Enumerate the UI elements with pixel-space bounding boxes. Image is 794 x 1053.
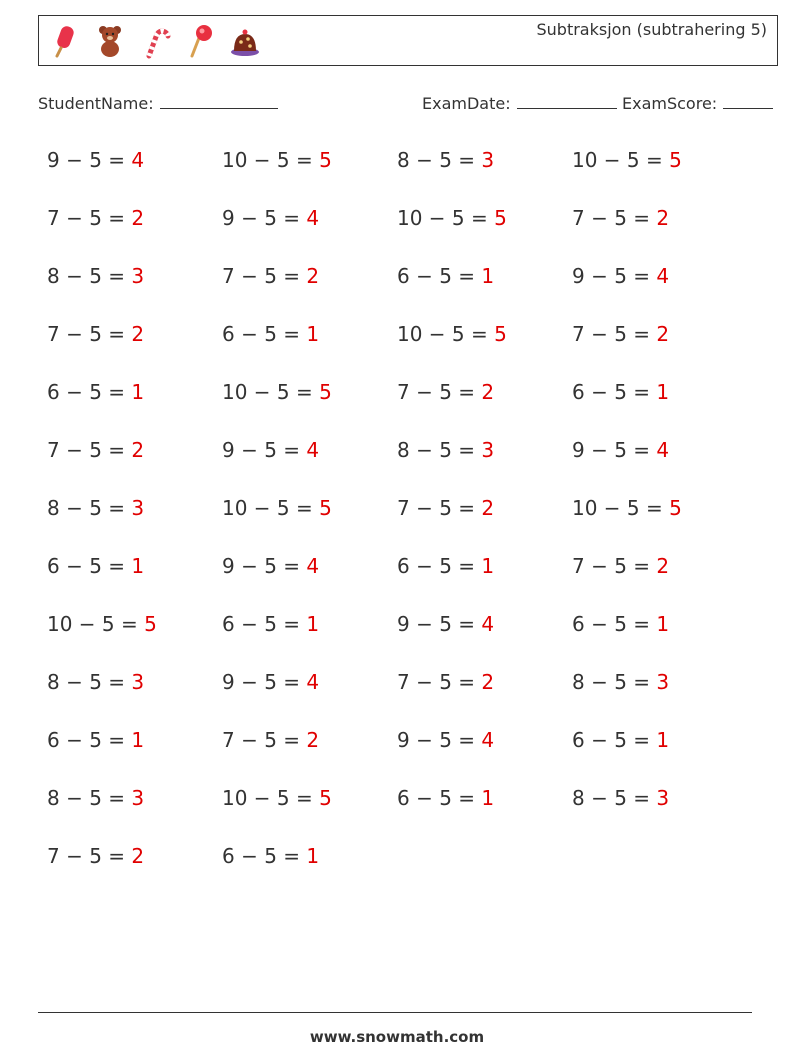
problem-question: 10 − 5 =	[47, 612, 145, 636]
problem-answer: 5	[319, 496, 332, 520]
problem-answer: 3	[131, 786, 145, 810]
problem-answer: 5	[494, 322, 507, 346]
problem-answer: 4	[656, 264, 670, 288]
problem-question: 6 − 5 =	[222, 844, 307, 868]
problem-question: 7 − 5 =	[47, 322, 132, 346]
problem-item	[572, 496, 682, 520]
problem-item	[47, 728, 144, 752]
problem-answer: 2	[306, 728, 320, 752]
problem-question: 6 − 5 =	[397, 554, 482, 578]
problem-item	[572, 612, 669, 636]
problem-question: 9 − 5 =	[397, 728, 482, 752]
problem-question: 6 − 5 =	[222, 612, 307, 636]
problem-answer: 2	[656, 554, 670, 578]
problem-question: 9 − 5 =	[222, 206, 307, 230]
problem-question: 9 − 5 =	[572, 438, 657, 462]
problem-item	[397, 380, 494, 404]
problem-item	[222, 322, 319, 346]
problem-question: 7 − 5 =	[47, 206, 132, 230]
problem-answer: 1	[656, 728, 670, 752]
problem-question: 6 − 5 =	[47, 554, 132, 578]
problem-item	[572, 148, 682, 172]
problem-question: 7 − 5 =	[572, 322, 657, 346]
problem-item	[47, 496, 144, 520]
problem-question: 6 − 5 =	[397, 786, 482, 810]
problem-item	[47, 322, 144, 346]
problem-answer: 5	[144, 612, 157, 636]
problem-answer: 2	[481, 670, 495, 694]
problem-answer: 1	[306, 322, 320, 346]
problem-item	[572, 728, 669, 752]
student-name-label: StudentName:	[38, 94, 154, 113]
problem-item	[572, 206, 669, 230]
problem-answer: 1	[481, 554, 495, 578]
problem-question: 9 − 5 =	[47, 148, 132, 172]
icon-strip	[49, 22, 261, 60]
problem-question: 9 − 5 =	[572, 264, 657, 288]
problem-question: 9 − 5 =	[397, 612, 482, 636]
problem-item	[572, 786, 669, 810]
problem-answer: 1	[131, 554, 145, 578]
problem-question: 10 − 5 =	[222, 786, 320, 810]
problem-item	[397, 554, 494, 578]
student-name-field[interactable]	[38, 94, 278, 113]
problem-question: 10 − 5 =	[397, 322, 495, 346]
problem-item	[47, 844, 144, 868]
exam-score-label: ExamScore:	[622, 94, 718, 113]
problem-question: 6 − 5 =	[47, 728, 132, 752]
problem-question: 6 − 5 =	[572, 728, 657, 752]
problem-answer: 5	[669, 496, 682, 520]
problem-item	[47, 554, 144, 578]
problem-item	[47, 148, 144, 172]
problem-answer: 2	[131, 844, 145, 868]
problem-item	[397, 670, 494, 694]
problem-item	[572, 438, 669, 462]
problem-item	[222, 380, 332, 404]
problem-answer: 4	[481, 728, 495, 752]
problem-question: 10 − 5 =	[572, 496, 670, 520]
problem-answer: 3	[481, 438, 495, 462]
problem-question: 6 − 5 =	[222, 322, 307, 346]
problem-question: 10 − 5 =	[222, 496, 320, 520]
teddy-bear-icon	[94, 22, 126, 60]
student-name-blank[interactable]	[160, 94, 278, 109]
problem-question: 10 − 5 =	[572, 148, 670, 172]
footer-url: www.snowmath.com	[309, 1028, 485, 1046]
problem-item	[47, 380, 144, 404]
problem-item	[397, 612, 494, 636]
problem-item	[47, 264, 144, 288]
problem-item	[222, 554, 319, 578]
problem-answer: 4	[306, 554, 320, 578]
problem-item	[572, 554, 669, 578]
problem-item	[222, 148, 332, 172]
problem-answer: 2	[131, 438, 145, 462]
problem-answer: 4	[306, 670, 320, 694]
problem-item	[572, 322, 669, 346]
problem-answer: 3	[481, 148, 495, 172]
problem-item	[397, 206, 507, 230]
exam-date-blank[interactable]	[517, 94, 617, 109]
ice-pop-icon	[49, 22, 81, 60]
problem-item	[222, 496, 332, 520]
problem-answer: 1	[656, 380, 670, 404]
problem-item	[222, 612, 319, 636]
problem-answer: 5	[319, 380, 332, 404]
problem-answer: 5	[319, 148, 332, 172]
problem-item	[397, 496, 494, 520]
problem-question: 7 − 5 =	[572, 554, 657, 578]
problem-item	[397, 786, 494, 810]
problem-answer: 2	[131, 322, 145, 346]
problem-item	[222, 844, 319, 868]
problem-question: 8 − 5 =	[47, 496, 132, 520]
problem-answer: 2	[131, 206, 145, 230]
problem-question: 10 − 5 =	[222, 380, 320, 404]
exam-score-blank[interactable]	[723, 94, 773, 109]
problem-question: 6 − 5 =	[572, 380, 657, 404]
problem-answer: 1	[481, 786, 495, 810]
problem-question: 8 − 5 =	[47, 786, 132, 810]
problem-item	[572, 380, 669, 404]
problem-question: 8 − 5 =	[397, 438, 482, 462]
problem-question: 7 − 5 =	[397, 670, 482, 694]
problem-question: 9 − 5 =	[222, 438, 307, 462]
problem-question: 7 − 5 =	[47, 438, 132, 462]
problem-item	[222, 786, 332, 810]
problem-question: 7 − 5 =	[222, 728, 307, 752]
problem-answer: 2	[481, 496, 495, 520]
problem-answer: 2	[656, 322, 670, 346]
problem-answer: 3	[656, 786, 670, 810]
problem-answer: 5	[319, 786, 332, 810]
problem-item	[222, 728, 319, 752]
problem-question: 10 − 5 =	[397, 206, 495, 230]
problem-item	[397, 148, 494, 172]
candy-cane-icon	[139, 22, 171, 60]
problem-question: 8 − 5 =	[397, 148, 482, 172]
problem-answer: 1	[656, 612, 670, 636]
footer-divider	[38, 1012, 752, 1013]
lollipop-icon	[184, 22, 216, 60]
problem-question: 8 − 5 =	[47, 670, 132, 694]
problem-item	[47, 670, 144, 694]
problem-answer: 4	[656, 438, 670, 462]
exam-date-label: ExamDate:	[422, 94, 511, 113]
problem-answer: 5	[669, 148, 682, 172]
problem-item	[397, 322, 507, 346]
problem-answer: 2	[481, 380, 495, 404]
problem-item	[572, 264, 669, 288]
problem-item	[47, 206, 144, 230]
problem-question: 6 − 5 =	[572, 612, 657, 636]
problem-item	[397, 728, 494, 752]
problem-question: 7 − 5 =	[397, 380, 482, 404]
exam-date-field[interactable]	[422, 94, 617, 113]
problem-answer: 1	[306, 844, 320, 868]
problem-question: 8 − 5 =	[47, 264, 132, 288]
problem-answer: 4	[306, 206, 320, 230]
problem-answer: 3	[131, 670, 145, 694]
problem-answer: 4	[481, 612, 495, 636]
problem-question: 7 − 5 =	[572, 206, 657, 230]
problem-answer: 1	[481, 264, 495, 288]
problem-item	[397, 438, 494, 462]
problem-answer: 1	[306, 612, 320, 636]
problem-answer: 4	[131, 148, 145, 172]
problem-question: 7 − 5 =	[397, 496, 482, 520]
problem-question: 10 − 5 =	[222, 148, 320, 172]
problem-question: 9 − 5 =	[222, 670, 307, 694]
problem-item	[222, 264, 319, 288]
problem-question: 6 − 5 =	[47, 380, 132, 404]
pudding-icon	[229, 22, 261, 60]
problem-answer: 1	[131, 728, 145, 752]
problem-answer: 4	[306, 438, 320, 462]
problem-item	[222, 670, 319, 694]
exam-score-field[interactable]	[622, 94, 773, 113]
problem-item	[222, 438, 319, 462]
problem-item	[572, 670, 669, 694]
problem-question: 7 − 5 =	[222, 264, 307, 288]
problem-answer: 5	[494, 206, 507, 230]
problem-question: 8 − 5 =	[572, 786, 657, 810]
problem-question: 7 − 5 =	[47, 844, 132, 868]
problem-question: 6 − 5 =	[397, 264, 482, 288]
problem-answer: 1	[131, 380, 145, 404]
problem-item	[222, 206, 319, 230]
problem-question: 8 − 5 =	[572, 670, 657, 694]
problem-answer: 2	[656, 206, 670, 230]
problem-answer: 3	[131, 496, 145, 520]
problem-question: 9 − 5 =	[222, 554, 307, 578]
problem-item	[47, 438, 144, 462]
worksheet-header	[38, 15, 778, 66]
problem-item	[47, 612, 157, 636]
problem-answer: 2	[306, 264, 320, 288]
problem-item	[47, 786, 144, 810]
problem-answer: 3	[131, 264, 145, 288]
problem-item	[397, 264, 494, 288]
problem-answer: 3	[656, 670, 670, 694]
worksheet-title: Subtraksjon (subtrahering 5)	[536, 20, 767, 39]
